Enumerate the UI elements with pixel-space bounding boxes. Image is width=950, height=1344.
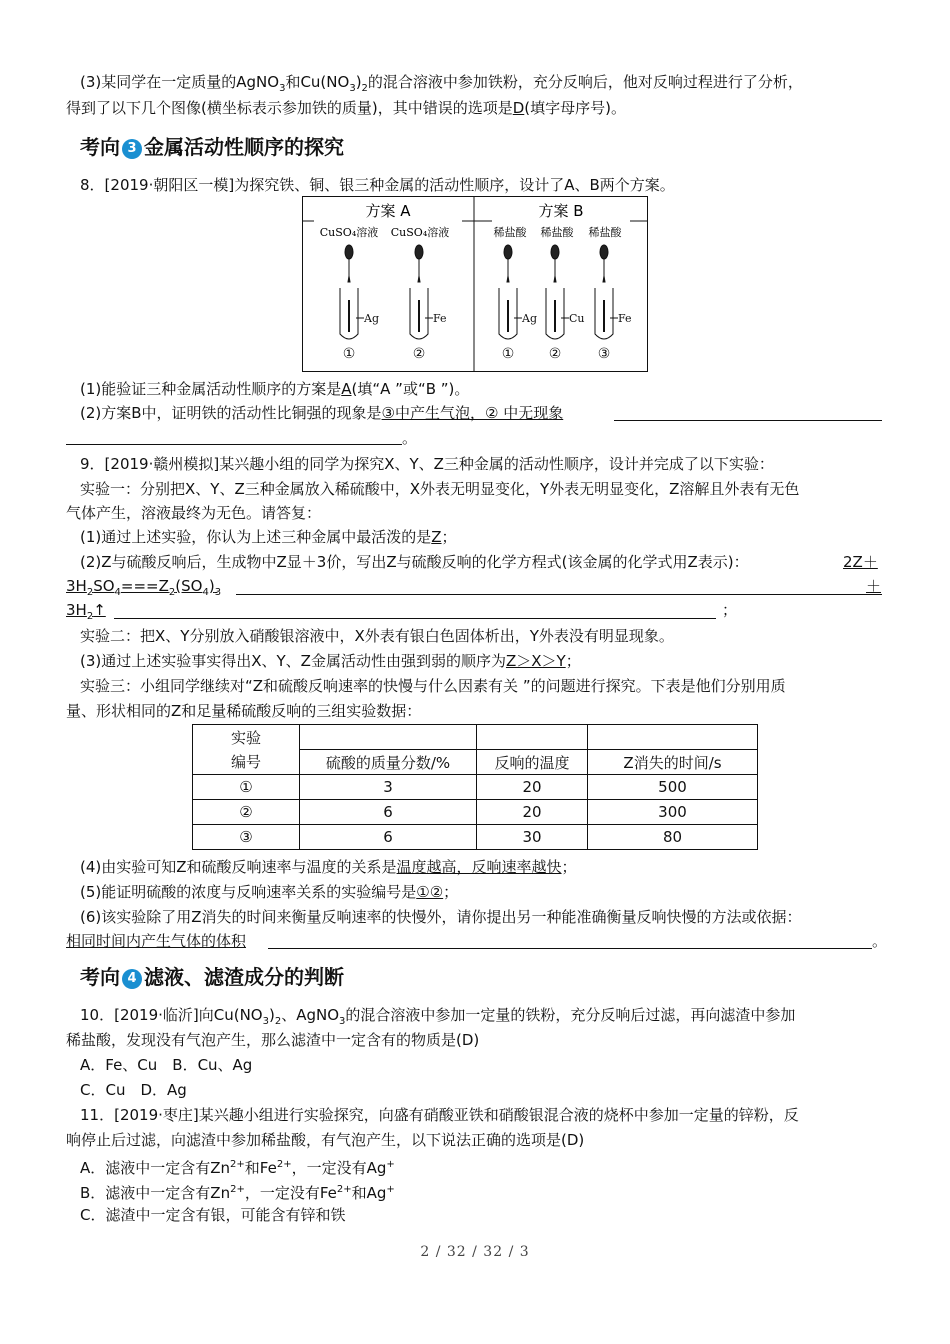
tube-number: ② — [412, 346, 426, 362]
text: 10．[2019·临沂]向Cu(NO — [80, 1006, 263, 1024]
subscript: 2 — [361, 83, 368, 94]
section-prefix: 考向 — [80, 135, 120, 159]
section-title: 金属活动性顺序的探究 — [144, 135, 344, 159]
q9-exp3-line1: 实验三：小组同学继续对“Z和硫酸反响速率的快慢与什么因素有关 ”的问题进行探究。下表是他们分别用质 — [80, 677, 786, 695]
q9-stem: 9．[2019·赣州模拟]某兴趣小组的同学为探究X、Y、Z三种金属的活动性顺序，设计并完成了以下实验： — [80, 455, 774, 473]
text: A．滤液中一定含有Zn — [80, 1159, 231, 1177]
text: (2)方案B中，证明铁的活动性比铜强的现象是 — [80, 404, 382, 422]
answer-blank-line — [66, 444, 402, 445]
q9-part6-answer: 相同时间内产生气体的体积 — [66, 932, 247, 950]
plan-a-reagent-1: CuSO₄溶液 — [319, 226, 379, 239]
table-cell: 6 — [300, 825, 477, 850]
q9-data-table — [192, 724, 758, 850]
q9-exp1-line2: 气体产生，溶液最终为无色。请答复： — [66, 504, 322, 522]
metal-label: Fe — [433, 312, 447, 325]
text: (2)Z与硫酸反响后，生成物中Z显＋3价，写出Z与硫酸反响的化学方程式(该金属的化学式用Z表示)： — [80, 553, 749, 571]
answer: Z — [431, 528, 442, 546]
dropper-bulb-icon — [345, 245, 353, 259]
q11-option-b — [80, 1178, 395, 1205]
superscript: + — [386, 1184, 395, 1195]
text: 和Ag — [351, 1184, 387, 1202]
dropper-bulb-icon — [600, 245, 608, 259]
answer: ③中产生气泡，② 中无现象 — [381, 404, 564, 422]
answer-blank-line — [614, 420, 882, 421]
section-prefix: 考向 — [80, 965, 120, 989]
answer: 温度越高，反响速率越快 — [396, 858, 562, 876]
table-cell: 30 — [477, 825, 588, 850]
text: 3H — [66, 601, 87, 619]
plan-b-reagent-2: 稀盐酸 — [540, 226, 574, 239]
q8-part1 — [80, 377, 469, 401]
table-header-row — [193, 750, 758, 775]
text: 3H — [66, 577, 87, 595]
text: 的混合溶液中参加铁粉，充分反响后，他对反响过程进行了分析， — [367, 73, 803, 91]
table-cell: ① — [193, 775, 300, 800]
subscript: 3 — [279, 83, 286, 94]
answer: ①② — [416, 883, 444, 901]
q11-option-c: C．滤渣中一定含有银，可能含有锌和铁 — [80, 1206, 346, 1224]
text: 和Fe — [244, 1159, 277, 1177]
q10-options-ab: A．Fe、Cu B．Cu、Ag — [80, 1056, 253, 1074]
q9-part4 — [80, 855, 577, 879]
q9-part2 — [80, 550, 749, 574]
text: 、AgNO — [281, 1006, 340, 1024]
q8-experiment-figure — [302, 196, 648, 372]
q9-part5 — [80, 880, 458, 904]
dropper-bulb-icon — [415, 245, 423, 259]
text: ) — [355, 73, 362, 91]
q9-part6-end: 。 — [872, 932, 888, 950]
answer: A — [341, 380, 352, 398]
answer-blank-line — [114, 618, 716, 619]
text: SO — [93, 577, 115, 595]
answer-blank-line — [268, 948, 872, 949]
table-row — [193, 825, 758, 850]
text: (填“A ”或“B ”)。 — [351, 380, 470, 398]
plan-b-reagent-3: 稀盐酸 — [588, 226, 622, 239]
tube-number: ① — [501, 346, 515, 362]
q11-option-a — [80, 1153, 395, 1180]
q9-part2-answer-1: 2Z＋ — [843, 553, 878, 571]
q11-stem-line1: 11．[2019·枣庄]某兴趣小组进行实验探究，向盛有硝酸亚铁和硝酸银混合液的烧杯中参加一定量的锌粉，反 — [80, 1106, 799, 1124]
table-header-cell — [477, 725, 588, 750]
answer: D — [512, 99, 525, 117]
subscript: 3 — [214, 587, 222, 598]
text: (3)某同学在一定质量的AgNO — [80, 73, 280, 91]
q9-part2-end: ； — [722, 601, 738, 619]
plan-b-title: 方案 B — [538, 202, 584, 220]
q9-exp3-line2: 量、形状相同的Z和足量稀硫酸反响的三组实验数据： — [66, 702, 422, 720]
text: ===Z — [120, 577, 169, 595]
metal-label: Fe — [618, 312, 632, 325]
q10-stem-line2: 稀盐酸，发现没有气泡产生，那么滤渣中一定含有的物质是(D) — [66, 1031, 480, 1049]
metal-label: Ag — [364, 312, 379, 325]
answer: Z＞X＞Y — [505, 652, 566, 670]
q9-exp2: 实验二：把X、Y分别放入硝酸银溶液中，X外表有银白色固体析出，Y外表没有明显现象。 — [80, 627, 674, 645]
superscript: 2+ — [230, 1159, 245, 1170]
tube-number: ① — [342, 346, 356, 362]
subscript: 2 — [274, 1016, 282, 1027]
q9-exp1-line1: 实验一：分别把X、Y、Z三种金属放入稀硫酸中，X外表无明显变化，Y外表无明显变化，Z溶解且外表有无色 — [80, 480, 800, 498]
text: ； — [565, 652, 581, 670]
table-header-cell: 实验 — [193, 725, 300, 750]
table-header-cell — [300, 725, 477, 750]
superscript: 2+ — [336, 1184, 352, 1195]
text: (SO — [175, 577, 203, 595]
q10-options-cd: C．Cu D．Ag — [80, 1081, 187, 1099]
tube-number: ③ — [597, 346, 611, 362]
table-cell: ② — [193, 800, 300, 825]
section-number-badge: 3 — [122, 139, 142, 159]
tube-number: ② — [548, 346, 562, 362]
table-row — [193, 775, 758, 800]
table-cell: 500 — [588, 775, 758, 800]
text: (4)由实验可知Z和硫酸反响速率与温度的关系是 — [80, 858, 397, 876]
metal-label: Ag — [522, 312, 537, 325]
table-cell: 80 — [588, 825, 758, 850]
table-cell: ③ — [193, 825, 300, 850]
text: ； — [561, 858, 577, 876]
table-cell: 300 — [588, 800, 758, 825]
metal-label: Cu — [569, 312, 585, 325]
q9-part3 — [80, 649, 581, 673]
dropper-bulb-icon — [551, 245, 559, 259]
table-cell: 3 — [300, 775, 477, 800]
text: ，一定没有Fe — [244, 1184, 337, 1202]
table-header-cell: 编号 — [193, 750, 300, 775]
text: (5)能证明硫酸的浓度与反响速率关系的实验编号是 — [80, 883, 417, 901]
q8-part2 — [80, 401, 563, 425]
section-number-badge: 4 — [122, 969, 142, 989]
table-header-cell: 反响的温度 — [477, 750, 588, 775]
table-cell: 6 — [300, 800, 477, 825]
subscript: 3 — [349, 83, 356, 94]
section-heading-3 — [80, 132, 344, 162]
subscript: 3 — [262, 1016, 269, 1027]
q11-stem-line2: 响停止后过滤，向滤渣中参加稀盐酸，有气泡产生，以下说法正确的选项是(D) — [66, 1131, 585, 1149]
plan-b-reagent-1: 稀盐酸 — [493, 226, 527, 239]
table-cell: 20 — [477, 800, 588, 825]
q9-part2-plus: ＋ — [866, 577, 882, 595]
text: ↑ — [93, 601, 106, 619]
table-header-row — [193, 725, 758, 750]
plan-a-title: 方案 A — [365, 202, 411, 220]
superscript: 2+ — [276, 1159, 292, 1170]
text: (3)通过上述实验事实得出X、Y、Z金属活动性由强到弱的顺序为 — [80, 652, 506, 670]
text: ； — [443, 883, 459, 901]
text: ) — [208, 577, 215, 595]
subscript: 4 — [114, 587, 121, 598]
text: (填字母序号)。 — [524, 99, 626, 117]
text: B．滤液中一定含有Zn — [80, 1184, 231, 1202]
text: 和Cu(NO — [285, 73, 350, 91]
table-header-cell: Z消失的时间/s — [588, 750, 758, 775]
dropper-bulb-icon — [504, 245, 512, 259]
answer-blank-line — [236, 594, 882, 595]
page-footer: 2 / 32 / 32 / 3 — [420, 1244, 530, 1260]
subscript: 4 — [202, 587, 209, 598]
text: ； — [441, 528, 457, 546]
subscript: 2 — [86, 587, 94, 598]
table-cell: 20 — [477, 775, 588, 800]
text: ，一定没有Ag — [291, 1159, 387, 1177]
subscript: 2 — [168, 587, 176, 598]
text: (1)通过上述实验，你认为上述三种金属中最活泼的是 — [80, 528, 432, 546]
plan-a-reagent-2: CuSO₄溶液 — [390, 226, 450, 239]
section-title: 滤液、滤渣成分的判断 — [144, 965, 344, 989]
table-row — [193, 800, 758, 825]
superscript: 2+ — [230, 1184, 245, 1195]
q8-stem: 8．[2019·朝阳区一模]为探究铁、铜、银三种金属的活动性顺序，设计了A、B两个方案。 — [80, 176, 675, 194]
section-heading-4 — [80, 962, 344, 992]
text: 得到了以下几个图像(横坐标表示参加铁的质量)，其中错误的选项是 — [66, 99, 513, 117]
q7-part3-line2 — [66, 96, 626, 120]
table-header-cell: 硫酸的质量分数/% — [300, 750, 477, 775]
table-header-cell — [588, 725, 758, 750]
q9-part1 — [80, 525, 457, 549]
subscript: 3 — [339, 1016, 346, 1027]
text: ) — [268, 1006, 275, 1024]
text: 的混合溶液中参加一定量的铁粉，充分反响后过滤，再向滤渣中参加 — [345, 1006, 796, 1024]
subscript: 2 — [86, 611, 94, 622]
text: (1)能验证三种金属活动性顺序的方案是 — [80, 380, 342, 398]
superscript: + — [386, 1159, 395, 1170]
q9-part6: (6)该实验除了用Z消失的时间来衡量反响速率的快慢外，请你提出另一种能准确衡量反响快慢的方法或依据： — [80, 908, 802, 926]
q8-part2-end: 。 — [402, 429, 418, 447]
